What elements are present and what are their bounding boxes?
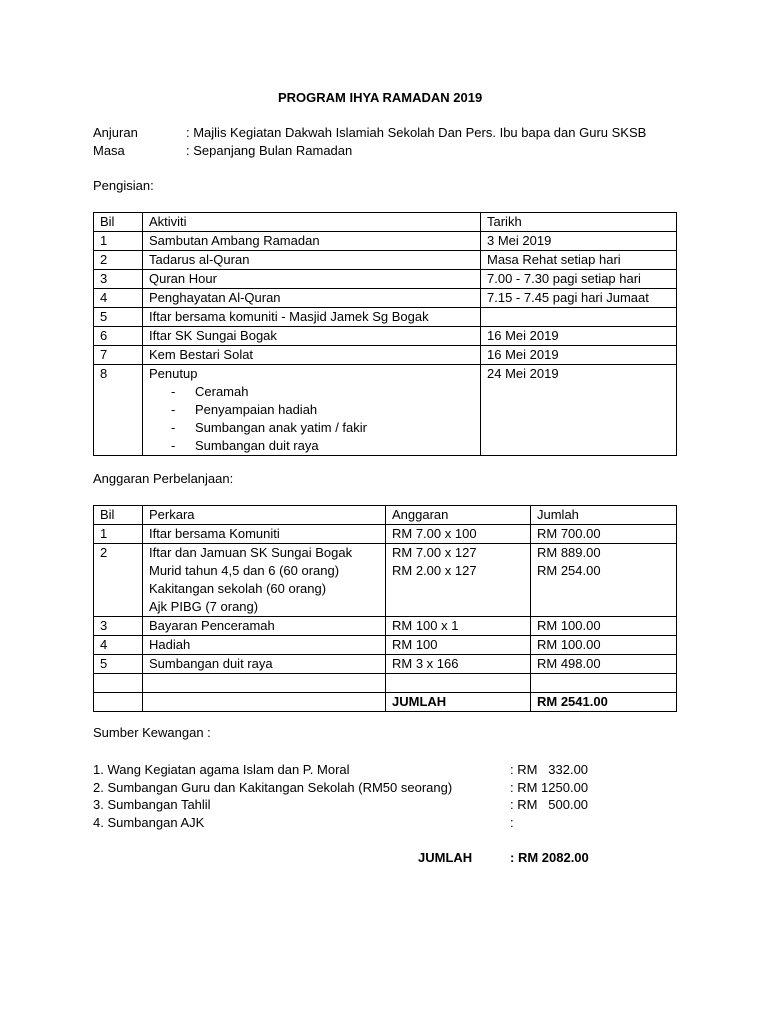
cell-tarikh: 7.15 - 7.45 pagi hari Jumaat: [481, 289, 677, 308]
sumber-item-value: : RM 500.00: [510, 797, 589, 812]
list-item: - Penyampaian hadiah: [171, 402, 318, 417]
table-row: [94, 270, 677, 289]
table-row: [94, 525, 677, 544]
header-bil: Bil: [94, 506, 143, 525]
cell-tarikh: Masa Rehat setiap hari: [481, 251, 677, 270]
table-row: [94, 636, 677, 655]
table-row: [94, 365, 677, 456]
cell-bil: 3: [94, 617, 143, 636]
header-jumlah: Jumlah: [531, 506, 677, 525]
header-aktiviti: Aktiviti: [143, 213, 481, 232]
header-anggaran: Anggaran: [386, 506, 531, 525]
table-row: [94, 346, 677, 365]
sumber-heading: Sumber Kewangan :: [93, 725, 211, 740]
sumber-item-label: 2. Sumbangan Guru dan Kakitangan Sekolah (RM50 seorang): [93, 780, 453, 795]
header-perkara: Perkara: [143, 506, 386, 525]
list-item: - Sumbangan duit raya: [171, 438, 319, 453]
table-row: [94, 327, 677, 346]
table-row: [94, 655, 677, 674]
cell-aktiviti: Iftar SK Sungai Bogak: [143, 327, 481, 346]
cell-bil: 2: [94, 544, 143, 617]
cell-bil: 5: [94, 655, 143, 674]
sumber-item-label: 1. Wang Kegiatan agama Islam dan P. Moral: [93, 762, 350, 777]
penutup-sublist: [149, 383, 480, 455]
sumber-item-value: : RM 1250.00: [510, 780, 589, 795]
cell-perkara: Iftar dan Jamuan SK Sungai Bogak Murid tahun 4,5 dan 6 (60 orang) Kakitangan sekolah (60 orang) Ajk PIBG (7 orang): [143, 544, 386, 617]
cell-tarikh: 16 Mei 2019: [481, 346, 677, 365]
cell-aktiviti: Kem Bestari Solat: [143, 346, 481, 365]
table-row: [94, 544, 677, 617]
cell-bil: 5: [94, 308, 143, 327]
cell-jumlah: RM 100.00: [531, 617, 677, 636]
cell-bil: 2: [94, 251, 143, 270]
table-row: [94, 232, 677, 251]
info-value-masa: : Sepanjang Bulan Ramadan: [186, 143, 353, 158]
pengisian-header-row: [94, 213, 677, 232]
cell-perkara: Sumbangan duit raya: [143, 655, 386, 674]
anggaran-header-row: [94, 506, 677, 525]
sumber-item-label: 4. Sumbangan AJK: [93, 815, 205, 830]
list-item: - Sumbangan anak yatim / fakir: [171, 420, 367, 435]
cell-jumlah: RM 498.00: [531, 655, 677, 674]
total-label: JUMLAH: [386, 693, 531, 712]
cell-bil: 4: [94, 636, 143, 655]
total-row: [94, 693, 677, 712]
anggaran-heading: Anggaran Perbelanjaan:: [93, 471, 234, 486]
sumber-item-value: :: [510, 815, 514, 830]
cell-aktiviti: Penghayatan Al-Quran: [143, 289, 481, 308]
list-item: - Ceramah: [171, 384, 249, 399]
table-row: [94, 308, 677, 327]
cell-anggaran: RM 100: [386, 636, 531, 655]
pengisian-heading: Pengisian:: [93, 178, 154, 193]
cell-tarikh: 7.00 - 7.30 pagi setiap hari: [481, 270, 677, 289]
cell-tarikh: 24 Mei 2019: [481, 365, 677, 456]
sumber-total-value: : RM 2082.00: [510, 850, 589, 865]
cell-bil: 1: [94, 525, 143, 544]
cell-anggaran: RM 3 x 166: [386, 655, 531, 674]
empty-row: [94, 674, 677, 693]
anggaran-table: [93, 505, 677, 712]
cell-jumlah: RM 700.00: [531, 525, 677, 544]
table-row: [94, 617, 677, 636]
sumber-item-label: 3. Sumbangan Tahlil: [93, 797, 211, 812]
sumber-item-value: : RM 332.00: [510, 762, 589, 777]
cell-perkara: Bayaran Penceramah: [143, 617, 386, 636]
cell-perkara: Iftar bersama Komuniti: [143, 525, 386, 544]
cell-aktiviti: Quran Hour: [143, 270, 481, 289]
cell-bil: 6: [94, 327, 143, 346]
cell-anggaran: RM 7.00 x 100: [386, 525, 531, 544]
header-tarikh: Tarikh: [481, 213, 677, 232]
cell-bil: 1: [94, 232, 143, 251]
info-value-anjuran: : Majlis Kegiatan Dakwah Islamiah Sekolah Dan Pers. Ibu bapa dan Guru SKSB: [186, 125, 647, 140]
pengisian-table: [93, 212, 677, 456]
cell-jumlah: RM 100.00: [531, 636, 677, 655]
cell-aktiviti: Iftar bersama komuniti - Masjid Jamek Sg Bogak: [143, 308, 481, 327]
cell-tarikh: 3 Mei 2019: [481, 232, 677, 251]
cell-jumlah: RM 889.00 RM 254.00: [531, 544, 677, 617]
cell-aktiviti: Sambutan Ambang Ramadan: [143, 232, 481, 251]
cell-tarikh: 16 Mei 2019: [481, 327, 677, 346]
info-label-anjuran: Anjuran: [93, 125, 138, 140]
sumber-total-label: JUMLAH: [418, 850, 473, 865]
cell-aktiviti: [143, 365, 481, 456]
cell-anggaran: RM 7.00 x 127 RM 2.00 x 127: [386, 544, 531, 617]
cell-bil: 4: [94, 289, 143, 308]
cell-perkara: Hadiah: [143, 636, 386, 655]
cell-anggaran: RM 100 x 1: [386, 617, 531, 636]
table-row: [94, 251, 677, 270]
info-label-masa: Masa: [93, 143, 125, 158]
cell-bil: 8: [94, 365, 143, 456]
cell-aktiviti: Tadarus al-Quran: [143, 251, 481, 270]
header-bil: Bil: [94, 213, 143, 232]
table-row: [94, 289, 677, 308]
cell-tarikh: [481, 308, 677, 327]
total-value: RM 2541.00: [531, 693, 677, 712]
penutup-label: Penutup: [149, 366, 198, 381]
cell-bil: 7: [94, 346, 143, 365]
document-title: PROGRAM IHYA RAMADAN 2019: [278, 90, 483, 105]
cell-bil: 3: [94, 270, 143, 289]
